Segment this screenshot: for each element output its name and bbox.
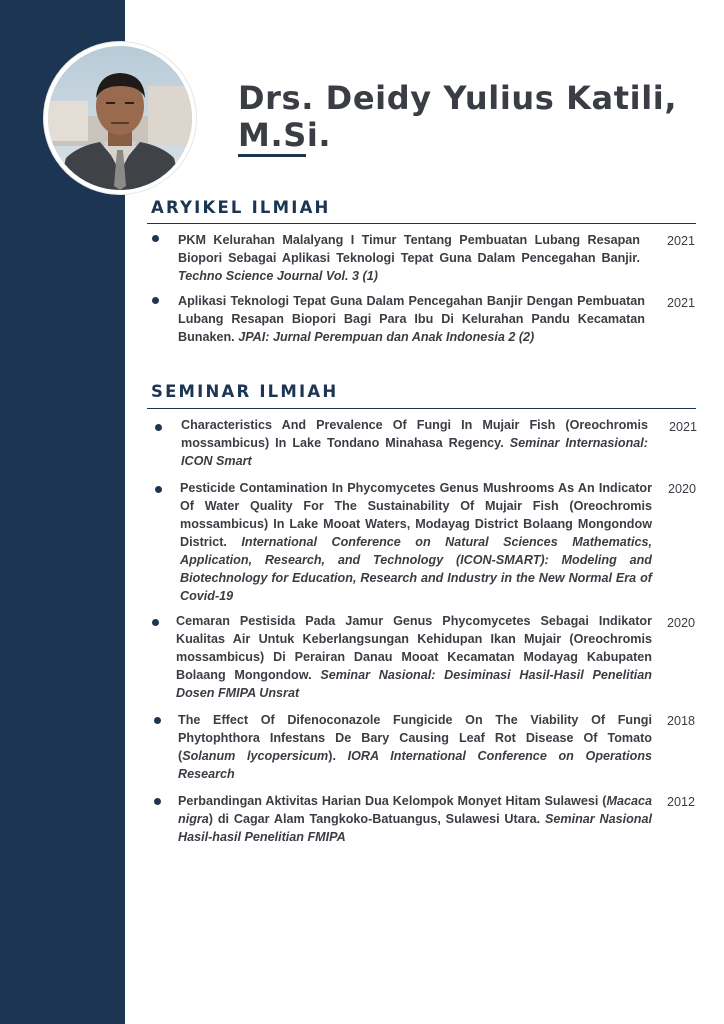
entry-year: 2018 — [667, 714, 696, 728]
entry-text — [178, 792, 652, 846]
entry-title: PKM Kelurahan Malalyang I Timur Tentang Pembuatan Lubang Resapan Biopori Sebagai Aplikasi Teknologi Tepat Guna Dalam Pencegahan Banjir. — [178, 233, 640, 265]
bullet-icon — [155, 424, 162, 431]
section-title-seminars: SEMINAR ILMIAH — [151, 382, 339, 401]
entry-text — [181, 416, 648, 470]
entry-text — [176, 612, 652, 702]
profile-photo — [44, 42, 196, 194]
entry-text — [178, 231, 640, 285]
entry-title-a: Perbandingan Aktivitas Harian Dua Kelompok Monyet Hitam Sulawesi ( — [178, 794, 607, 808]
section-rule-articles — [147, 223, 696, 224]
entry-year: 2021 — [667, 234, 696, 248]
entry-year: 2021 — [669, 420, 698, 434]
entry-text — [178, 292, 645, 346]
name-line-2: M.Si. — [238, 116, 332, 154]
avatar — [48, 46, 192, 190]
entry-year: 2021 — [667, 296, 696, 310]
section-rule-seminars — [147, 408, 696, 409]
bullet-icon — [152, 297, 159, 304]
entry-publication: Seminar Nasional: Desiminasi Hasil-Hasil Penelitian Dosen FMIPA Unsrat — [176, 668, 652, 700]
entry-title: Pesticide Contamination In Phycomycetes Genus Mushrooms As An Indicator Of Water Quality For The Sustainability Of Mujair Fish (Oreochromis mossambicus) In Lake Mooat Waters, Modayag District Bolaang Mongondow District. — [180, 481, 652, 549]
entry-publication: Techno Science Journal Vol. 3 (1) — [178, 269, 378, 283]
entry-publication: JPAI: Jurnal Perempuan dan Anak Indonesia 2 (2) — [238, 330, 535, 344]
entry-year: 2012 — [667, 795, 696, 809]
section-title-articles: ARYIKEL ILMIAH — [151, 198, 331, 217]
entry-title: Cemaran Pestisida Pada Jamur Genus Phycomycetes Sebagai Indikator Kualitas Air Untuk Keberlangsungan Kehidupan Ikan Mujair (Oreochromis mossambicus) Di Perairan Danau Mooat Kecamatan Modayag Kabupaten Bolaang Mongondow. — [176, 614, 652, 682]
entry-title-a: The Effect Of Difenoconazole Fungicide On The Viability Of Fungi Phytophthora Infestans De Bary Causing Leaf Rot Disease Of Tomato ( — [178, 713, 652, 763]
entry-title-b: ) di Cagar Alam Tangkoko-Batuangus, Sulawesi Utara. — [208, 812, 541, 826]
entry-title: Aplikasi Teknologi Tepat Guna Dalam Pencegahan Banjir Dengan Pembuatan Lubang Resapan Biopori Bagi Para Ibu Di Kelurahan Pandu Kecamatan Bunaken. — [178, 294, 645, 344]
entry-publication: Seminar Internasional: ICON Smart — [181, 436, 648, 468]
entry-publication: International Conference on Natural Sciences Mathematics, Application, Research, and Technology (ICON-SMART): Modeling and Biotechnology for Education, Research and Industry in the New Normal Era of Covid-19 — [180, 535, 652, 603]
entry-text — [180, 479, 652, 605]
bullet-icon — [155, 486, 162, 493]
entry-text — [178, 711, 652, 783]
entry-publication: IORA International Conference on Operations Research — [178, 749, 653, 781]
entry-publication: Seminar Nasional Hasil-hasil Penelitian FMIPA — [178, 812, 652, 844]
species-name: Solanum lycopersicum — [182, 749, 329, 763]
entry-year: 2020 — [668, 482, 697, 496]
entry-title: Characteristics And Prevalence Of Fungi In Mujair Fish (Oreochromis mossambicus) In Lake Tondano Minahasa Regency. — [181, 418, 648, 450]
bullet-icon — [154, 798, 161, 805]
name-line-1: Drs. Deidy Yulius Katili, — [238, 79, 678, 117]
name-underline — [238, 154, 306, 157]
entry-title-b: ). — [328, 749, 336, 763]
entry-year: 2020 — [667, 616, 696, 630]
bullet-icon — [154, 717, 161, 724]
species-name: Macaca nigra — [178, 794, 652, 826]
bullet-icon — [152, 619, 159, 626]
person-name — [238, 80, 678, 154]
bullet-icon — [152, 235, 159, 242]
